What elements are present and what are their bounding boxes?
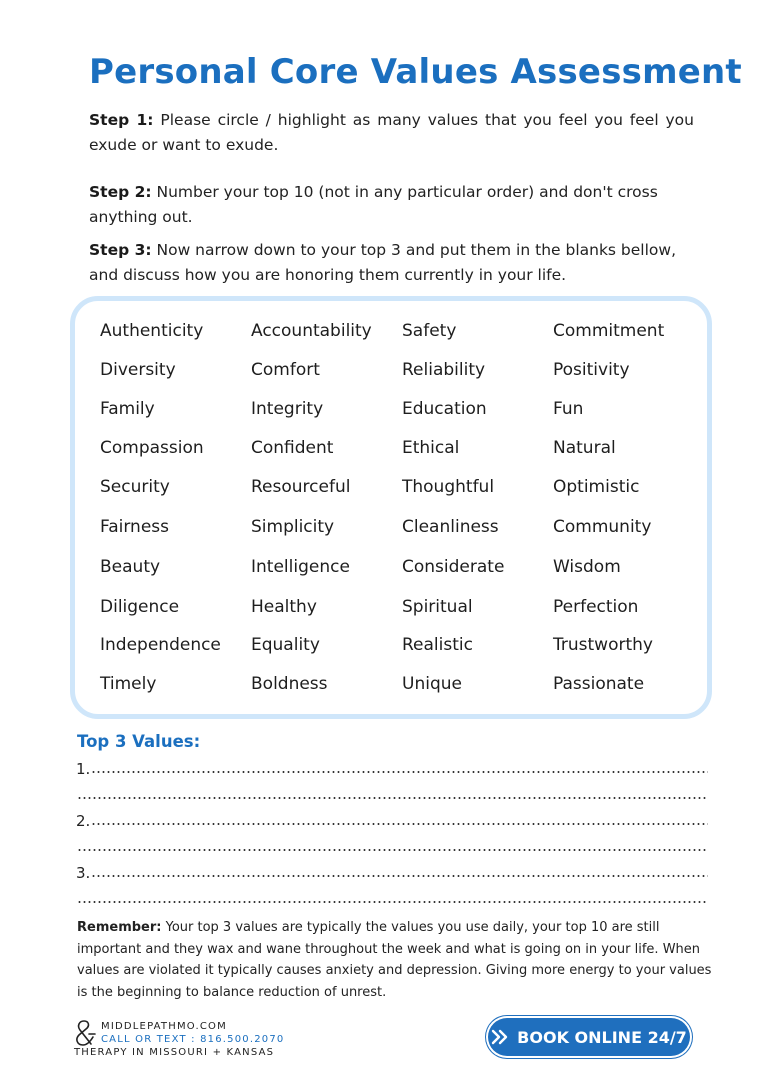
value-item[interactable]: Reliability xyxy=(402,360,486,380)
remember-note xyxy=(77,917,713,1003)
step-1-text: Please circle / highlight as many values that you feel you feel you exude or want to exude. xyxy=(89,111,694,154)
step-2-label: Step 2: xyxy=(89,183,152,201)
ampersand-logo-icon xyxy=(74,1018,98,1048)
blank-number-1: 1. xyxy=(76,760,91,778)
step-1-label: Step 1: xyxy=(89,111,154,129)
value-item[interactable]: Ethical xyxy=(402,438,460,458)
value-item[interactable]: Boldness xyxy=(251,674,328,694)
value-item[interactable]: Compassion xyxy=(100,438,204,458)
dotted-rule xyxy=(91,822,708,826)
blank-line-1[interactable] xyxy=(76,756,708,778)
value-item[interactable]: Optimistic xyxy=(553,477,640,497)
value-item[interactable]: Equality xyxy=(251,635,320,655)
values-grid xyxy=(70,296,712,719)
value-item[interactable]: Family xyxy=(100,399,155,419)
value-item[interactable]: Timely xyxy=(100,674,157,694)
value-item[interactable]: Realistic xyxy=(402,635,473,655)
footer-phone[interactable]: CALL OR TEXT : 816.500.2070 xyxy=(101,1034,285,1045)
blank-line-2-continued[interactable] xyxy=(76,834,708,856)
book-online-button[interactable] xyxy=(486,1016,692,1058)
value-item[interactable]: Commitment xyxy=(553,321,665,341)
blank-line-2[interactable] xyxy=(76,808,708,830)
blank-number-3: 3. xyxy=(76,864,91,882)
dotted-rule xyxy=(91,874,708,878)
value-item[interactable]: Cleanliness xyxy=(402,517,499,537)
step-2-instruction xyxy=(89,180,694,230)
blank-number-2: 2. xyxy=(76,812,91,830)
blank-line-3[interactable] xyxy=(76,860,708,882)
book-online-label: BOOK ONLINE 24/7 xyxy=(517,1027,687,1047)
dotted-rule xyxy=(77,900,708,904)
value-item[interactable]: Fairness xyxy=(100,517,169,537)
value-item[interactable]: Passionate xyxy=(553,674,645,694)
value-item[interactable]: Thoughtful xyxy=(402,477,495,497)
value-item[interactable]: Positivity xyxy=(553,360,630,380)
value-item[interactable]: Diversity xyxy=(100,360,176,380)
value-item[interactable]: Healthy xyxy=(251,597,317,617)
value-item[interactable]: Safety xyxy=(402,321,457,341)
footer-website[interactable]: MIDDLEPATHMO.COM xyxy=(101,1021,227,1032)
value-item[interactable]: Spiritual xyxy=(402,597,473,617)
blank-line-1-continued[interactable] xyxy=(76,782,708,804)
dotted-rule xyxy=(77,796,708,800)
value-item[interactable]: Natural xyxy=(553,438,616,458)
value-item[interactable]: Resourceful xyxy=(251,477,351,497)
value-item[interactable]: Considerate xyxy=(402,557,505,577)
value-item[interactable]: Wisdom xyxy=(553,557,621,577)
step-3-text: Now narrow down to your top 3 and put them in the blanks bellow, and discuss how you are honoring them currently in your life. xyxy=(89,241,677,284)
step-2-text: Number your top 10 (not in any particular order) and don't cross anything out. xyxy=(89,183,658,226)
value-item[interactable]: Comfort xyxy=(251,360,320,380)
value-item[interactable]: Intelligence xyxy=(251,557,350,577)
dotted-rule xyxy=(91,770,708,774)
value-item[interactable]: Security xyxy=(100,477,170,497)
step-3-label: Step 3: xyxy=(89,241,152,259)
double-chevron-right-icon xyxy=(491,1029,511,1045)
step-3-instruction xyxy=(89,238,694,288)
value-item[interactable]: Perfection xyxy=(553,597,639,617)
footer-region: THERAPY IN MISSOURI + KANSAS xyxy=(74,1047,275,1058)
value-item[interactable]: Confident xyxy=(251,438,334,458)
value-item[interactable]: Trustworthy xyxy=(553,635,653,655)
dotted-rule xyxy=(77,848,708,852)
value-item[interactable]: Authenticity xyxy=(100,321,204,341)
value-item[interactable]: Simplicity xyxy=(251,517,335,537)
top3-heading: Top 3 Values: xyxy=(77,732,201,751)
value-item[interactable]: Diligence xyxy=(100,597,180,617)
value-item[interactable]: Integrity xyxy=(251,399,324,419)
value-item[interactable]: Fun xyxy=(553,399,584,419)
remember-label: Remember: xyxy=(77,920,162,935)
remember-text: Your top 3 values are typically the values you use daily, your top 10 are still important and they wax and wane throughout the week and what is going on in your life. When values are violated it typically causes anxiety and depression. Giving more energy to your values is the beginning to balance reduction of unrest. xyxy=(77,920,712,1000)
value-item[interactable]: Independence xyxy=(100,635,221,655)
step-1-instruction xyxy=(89,108,694,158)
value-item[interactable]: Community xyxy=(553,517,652,537)
value-item[interactable]: Education xyxy=(402,399,487,419)
value-item[interactable]: Accountability xyxy=(251,321,372,341)
blank-line-3-continued[interactable] xyxy=(76,886,708,908)
value-item[interactable]: Beauty xyxy=(100,557,161,577)
page-title: Personal Core Values Assessment xyxy=(89,52,742,92)
value-item[interactable]: Unique xyxy=(402,674,462,694)
